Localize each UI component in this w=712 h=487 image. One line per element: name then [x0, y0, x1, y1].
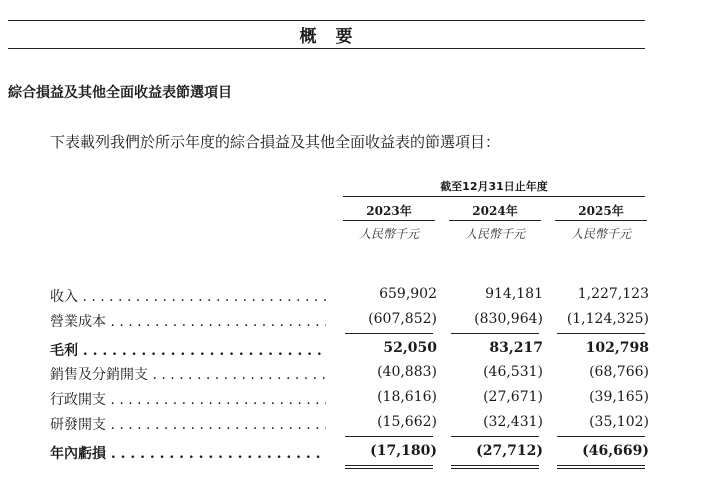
row-label: 營業成本 . . . — [50, 311, 326, 331]
subtotal-rule — [345, 436, 433, 437]
total-double-rule — [557, 465, 645, 466]
intro-paragraph: 下表載列我們於所示年度的綜合損益及其他全面收益表的節選項目： — [50, 133, 501, 151]
unit-label: 人民幣千元 — [358, 227, 419, 241]
unit-label: 人民幣千元 — [464, 227, 525, 241]
cell-2025: (46,669) — [582, 443, 649, 459]
table-row-cost-of-sales — [0, 311, 712, 335]
cell-2025: (35,102) — [589, 414, 649, 430]
cell-2023: (607,852) — [368, 311, 437, 327]
section-title: 綜合損益及其他全面收益表節選項目 — [8, 85, 232, 101]
period-header: 截至12月31日止年度 — [440, 180, 548, 193]
subtotal-rule — [557, 436, 645, 437]
total-double-rule — [451, 465, 539, 466]
cell-2025: 1,227,123 — [577, 286, 649, 302]
row-label: 研發開支 . . . — [50, 414, 326, 434]
table-row-rd-expenses — [0, 414, 712, 438]
table-row-admin-expenses — [0, 389, 712, 413]
year-header-2025: 2025年 — [578, 204, 624, 218]
cell-2023: 52,050 — [383, 340, 437, 356]
year-header-2023: 2023年 — [366, 204, 412, 218]
year-header-rule — [449, 220, 541, 221]
table-row-selling-expenses — [0, 364, 712, 388]
cell-2025: 102,798 — [585, 340, 649, 356]
total-double-rule — [557, 468, 645, 469]
cell-2024: (27,712) — [476, 443, 543, 459]
subtotal-rule — [451, 333, 539, 334]
unit-label: 人民幣千元 — [570, 227, 631, 241]
table-row-gross-profit — [0, 340, 712, 364]
year-header-rule — [343, 220, 435, 221]
subtotal-rule — [345, 333, 433, 334]
cell-2023: (18,616) — [377, 389, 437, 405]
cell-2025: (39,165) — [589, 389, 649, 405]
row-label: 毛利 . . . — [50, 340, 326, 360]
cell-2024: (46,531) — [483, 364, 543, 380]
total-double-rule — [345, 468, 433, 469]
table-row-revenue — [0, 286, 712, 310]
table-row-loss-for-year — [0, 443, 712, 467]
year-header-2024: 2024年 — [472, 204, 518, 218]
subtotal-rule — [451, 436, 539, 437]
total-double-rule — [451, 468, 539, 469]
page-header-title: 概 要 — [299, 27, 354, 47]
total-double-rule — [345, 465, 433, 466]
period-header-rule — [343, 196, 645, 197]
cell-2024: (27,671) — [483, 389, 543, 405]
row-label: 年內虧損 . . . — [50, 443, 326, 463]
cell-2024: 83,217 — [489, 340, 543, 356]
cell-2024: (32,431) — [483, 414, 543, 430]
cell-2023: (15,662) — [377, 414, 437, 430]
header-bottom-rule — [8, 48, 645, 49]
cell-2024: 914,181 — [485, 286, 543, 302]
header-top-rule — [8, 20, 645, 21]
cell-2023: 659,902 — [379, 286, 437, 302]
cell-2023: (40,883) — [377, 364, 437, 380]
cell-2023: (17,180) — [370, 443, 437, 459]
year-header-rule — [555, 220, 647, 221]
cell-2025: (1,124,325) — [566, 311, 649, 327]
row-label: 收入 . . . — [50, 286, 326, 306]
subtotal-rule — [557, 333, 645, 334]
row-label: 行政開支 . . . — [50, 389, 326, 409]
row-label: 銷售及分銷開支 . . . — [50, 364, 326, 384]
cell-2024: (830,964) — [474, 311, 543, 327]
cell-2025: (68,766) — [589, 364, 649, 380]
